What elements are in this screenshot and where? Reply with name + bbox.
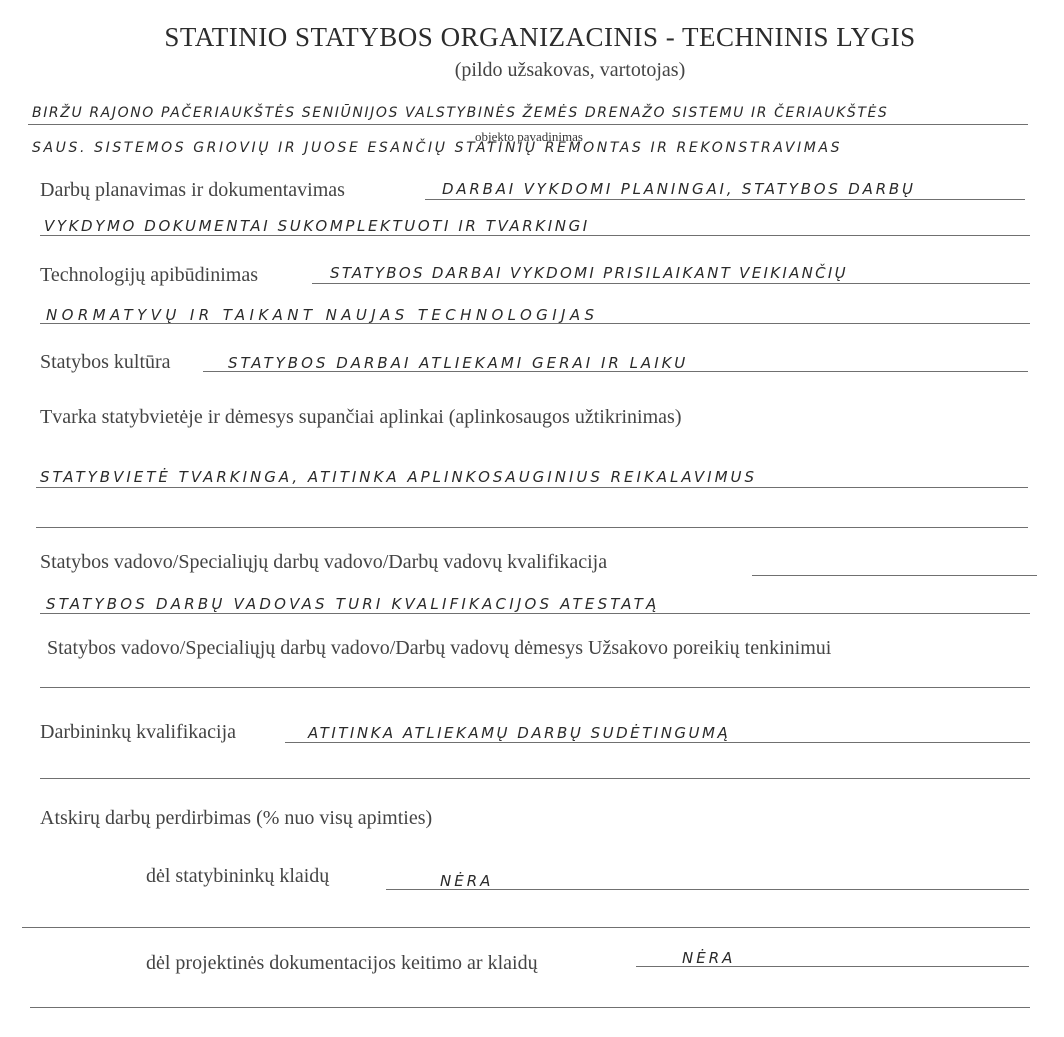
object-name-underline — [28, 124, 1028, 125]
document-title: STATINIO STATYBOS ORGANIZACINIS - TECHNINIS LYGIS — [164, 22, 916, 52]
workers-line-2 — [40, 778, 1030, 779]
technology-line-1 — [312, 283, 1030, 284]
workers-value: ATITINKA ATLIEKAMŲ DARBŲ SUDĖTINGUMĄ — [308, 724, 731, 742]
order-label: Tvarka statybvietėje ir dėmesys supančiai aplinkai (aplinkosaugos užtikrinimas) — [40, 406, 682, 428]
document-subtitle: (pildo užsakovas, vartotojas) — [454, 59, 686, 81]
rework-divider — [22, 927, 1030, 928]
workers-line-1 — [285, 742, 1030, 743]
rework-builders-line — [386, 889, 1029, 890]
technology-value-2: NORMATYVŲ IR TAIKANT NAUJAS TECHNOLOGIJAS — [46, 306, 599, 324]
order-line-2 — [36, 527, 1028, 528]
rework-design-line — [636, 966, 1029, 967]
culture-line — [203, 371, 1028, 372]
planning-label: Darbų planavimas ir dokumentavimas — [40, 179, 345, 201]
object-name-line-1: BIRŽU RAJONO PAČERIAUKŠTĖS SENIŪNIJOS VALSTYBINĖS ŽEMĖS DRENAŽO SISTEMU IR ČERIAUKŠTĖS — [32, 105, 889, 121]
planning-value-2: VYKDYMO DOKUMENTAI SUKOMPLEKTUOTI IR TVARKINGI — [44, 217, 590, 235]
object-name-line-2: SAUS. SISTEMOS GRIOVIŲ IR JUOSE ESANČIŲ STATINIŲ REMONTAS IR REKONSTRAVIMAS — [32, 140, 843, 156]
culture-value: STATYBOS DARBAI ATLIEKAMI GERAI IR LAIKU — [228, 354, 689, 372]
culture-label: Statybos kultūra — [40, 351, 171, 373]
qualification-label: Statybos vadovo/Specialiųjų darbų vadovo/Darbų vadovų kvalifikacija — [40, 551, 608, 573]
technology-value-1: STATYBOS DARBAI VYKDOMI PRISILAIKANT VEIKIANČIŲ — [330, 264, 848, 282]
attention-label: Statybos vadovo/Specialiųjų darbų vadovo/Darbų vadovų dėmesys Užsakovo poreikių tenkinimui — [47, 637, 832, 659]
rework-builders-value: NĖRA — [440, 872, 494, 890]
workers-label: Darbininkų kvalifikacija — [40, 721, 237, 743]
planning-line-1 — [425, 199, 1025, 200]
qualification-value: STATYBOS DARBŲ VADOVAS TURI KVALIFIKACIJOS ATESTATĄ — [46, 595, 660, 613]
qualification-line-2 — [40, 613, 1030, 614]
attention-line — [40, 687, 1030, 688]
planning-value-1: DARBAI VYKDOMI PLANINGAI, STATYBOS DARBŲ — [442, 180, 916, 198]
rework-label: Atskirų darbų perdirbimas (% nuo visų apimties) — [40, 807, 433, 829]
order-value: STATYBVIETĖ TVARKINGA, ATITINKA APLINKOSAUGINIUS REIKALAVIMUS — [40, 468, 758, 486]
bottom-line — [30, 1007, 1030, 1008]
order-line-1 — [36, 487, 1028, 488]
rework-design-value: NĖRA — [682, 949, 736, 967]
rework-design-label: dėl projektinės dokumentacijos keitimo ar klaidų — [146, 952, 538, 974]
technology-line-2 — [40, 323, 1030, 324]
planning-line-2 — [40, 235, 1030, 236]
technology-label: Technologijų apibūdinimas — [40, 264, 259, 286]
rework-builders-label: dėl statybininkų klaidų — [146, 865, 330, 887]
object-name-caption: objekto pavadinimas — [475, 129, 583, 144]
qualification-line-1 — [752, 575, 1037, 576]
